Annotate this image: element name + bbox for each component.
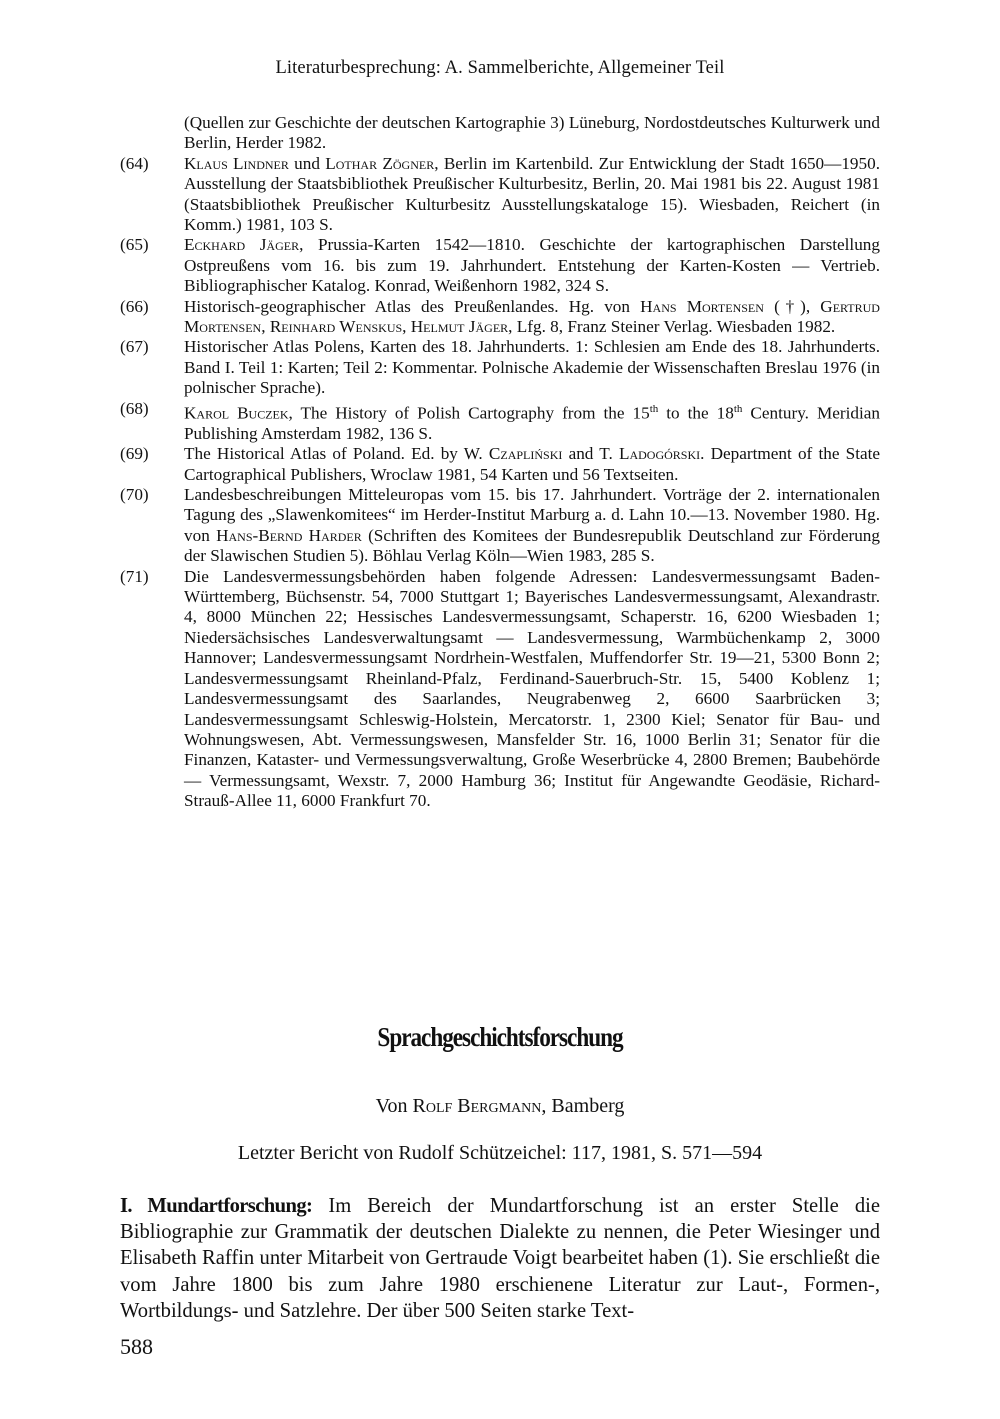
reference-item (120, 399, 880, 445)
reference-text: Historischer Atlas Polens, Karten des 18. Jahrhunderts. 1: Schlesien am Ende des 18. Jahrhunderts. Band I. Teil 1: Karten; Teil 2: Kommentar. Polnische Akademie der Wissenschaften Breslau 1976 (in polnischer Sprache). (184, 337, 880, 398)
reference-text: (Quellen zur Geschichte der deutschen Kartographie 3) Lüneburg, Nordostdeutsches Kulturwerk und Berlin, Herder 1982. (184, 113, 880, 153)
reference-text: (Schriften des Komitees der Bundesrepublik Deutschland zur Förderung der Slawischen Studien 5). Böhlau Verlag Köln—Wien 1983, 285 S. (184, 525, 880, 566)
last-report-note: Letzter Bericht von Rudolf Schützeichel: 117, 1981, S. 571—594 (237, 1142, 763, 1164)
reference-number: (68) (120, 398, 149, 418)
page-number: 588 (120, 1334, 153, 1359)
paragraph-text: Im Bereich der Mundartforschung ist an erster Stelle die Bibliographie zur Grammatik der deutschen Dialekte zu nennen, die Peter Wiesinger und Elisabeth Raffin unter Mitarbeit von Gertraude Voigt bearbeitet haben (1). Sie erschließt die vom Jahre 1800 bis zum Jahre 1980 erschienene Literatur zur Laut-, Formen-, Wortbildungs- und Satzlehre. Der über 500 Seiten starke Text- (120, 1195, 880, 1322)
body-paragraph (120, 1193, 880, 1324)
reference-item (120, 113, 880, 154)
reference-author: Eckhard Jäger (184, 235, 300, 255)
running-head: Literaturbesprechung: A. Sammelberichte, Allgemeiner Teil (275, 58, 725, 78)
byline-prefix: Von (375, 1095, 413, 1117)
subsection-heading: I. Mundartforschung: (120, 1195, 313, 1217)
reference-author: Ladogórski (618, 444, 701, 464)
reference-number: (71) (120, 566, 149, 586)
reference-text: Historisch-geographischer Atlas des Preußenlandes. Hg. von (184, 296, 641, 316)
reference-author: Hans-Bernd Harder (216, 525, 362, 545)
byline (0, 1095, 1000, 1118)
reference-text: Die Landesvermessungsbehörden haben folgende Adressen: Landesvermessungsamt Baden-Württemberg, Büchsenstr. 54, 7000 Stuttgart 1; Bayerisches Landesvermessungsamt, Alexandrastr. 4, 8000 München 22; Hessisches Landesvermessungsamt, Schaperstr. 16, 6200 Wiesbaden 1; Niedersächsisches Landesverwaltungsamt — Landesvermessung, Warmbüchenkamp 2, 3000 Hannover; Landesvermessungsamt Nordrhein-Westfalen, Muffendorfer Str. 19—21, 5300 Bonn 2; Landesvermessungsamt Rheinland-Pfalz, Ferdinand-Sauerbruch-Str. 15, 5400 Koblenz 1; Landesvermessungsamt des Saarlandes, Neugrabenweg 2, 6600 Saarbrücken 3; Landesvermessungsamt Schleswig-Holstein, Mercatorstr. 1, 2300 Kiel; Senator für Bau- und Wohnungswesen, Abt. Vermessungswesen, Mansfelder Str. 16, 1000 Berlin 31; Senator für die Finanzen, Kataster- und Vermessungsverwaltung, Große Weserbrücke 4, 2800 Bremen; Baubehörde — Vermessungsamt, Wexstr. 7, 2000 Hamburg 36; Institut für Angewandte Geodäsie, Richard-Strauß-Allee 11, 6000 Frankfurt 70. (184, 566, 880, 811)
reference-author: Lothar Zögner (325, 153, 435, 173)
byline-place: , Bamberg (541, 1095, 625, 1117)
reference-number: (67) (120, 337, 149, 357)
reference-number: (66) (120, 296, 149, 316)
reference-number: (64) (120, 153, 149, 173)
superscript: th (733, 402, 743, 415)
reference-text: (†), (763, 296, 821, 316)
reference-text: , Lfg. 8, Franz Steiner Verlag. Wiesbaden 1982. (508, 317, 836, 337)
reference-list (120, 113, 880, 812)
reference-author: Karol Buczek (184, 403, 289, 423)
reference-text: Landesbeschreibungen Mitteleuropas vom 15. bis 17. Jahrhundert. Vorträge der 2. internationalen Tagung des „Slawenkomitees“ im Herder-Institut Marburg a. d. Lahn 10.—13. November 1980. Hg. von (184, 485, 880, 545)
reference-text: , Berlin im Kartenbild. Zur Entwicklung der Stadt 1650—1950. Ausstellung der Staatsbibliothek Preußischer Kulturbesitz, Berlin, 20. Mai 1981 bis 22. August 1981 (Staatsbibliothek Preußischer Kulturbesitz Ausstellungskataloge 15). Wiesbaden, Reichert (in Komm.) 1981, 103 S. (184, 153, 880, 235)
reference-text: and T. (562, 444, 619, 464)
reference-item (120, 337, 880, 398)
reference-item (120, 444, 880, 485)
reference-text: The Historical Atlas of Poland. Ed. by W. (184, 444, 489, 464)
reference-item (120, 154, 880, 236)
reference-text: , The History of Polish Cartography from the 15 (288, 403, 650, 423)
reference-number: (65) (120, 235, 149, 255)
byline-author: Rolf Bergmann (412, 1095, 542, 1117)
reference-item (120, 567, 880, 812)
reference-number: (70) (120, 485, 149, 505)
reference-author: Hans Mortensen (640, 296, 764, 316)
reference-author: Czapliński (488, 444, 563, 464)
reference-text: , Prussia-Karten 1542—1810. Geschichte der kartographischen Darstellung Ostpreußens vom 16. bis zum 19. Jahrhundert. Entstehung der Karten-Kosten — Vertrieb. Bibliographischer Katalog. Konrad, Weißenhorn 1982, 324 S. (184, 235, 880, 296)
reference-text: . Department of the State Cartographical Publishers, Wroclaw 1981, 54 Karten und 56 Textseiten. (184, 444, 880, 484)
reference-author: Gertrud Mortensen, Reinhard Wenskus, Helmut Jäger (184, 296, 880, 337)
reference-item (120, 485, 880, 567)
reference-text: und (288, 153, 326, 173)
reference-item (120, 235, 880, 296)
superscript: th (649, 402, 659, 415)
reference-text: Century. Meridian Publishing Amsterdam 1982, 136 S. (184, 403, 880, 443)
reference-author: Klaus Lindner (184, 153, 289, 173)
reference-text: to the 18 (658, 403, 734, 423)
reference-item (120, 297, 880, 338)
reference-number: (69) (120, 444, 149, 464)
section-title: Sprachgeschichtsforschung (377, 1022, 623, 1052)
